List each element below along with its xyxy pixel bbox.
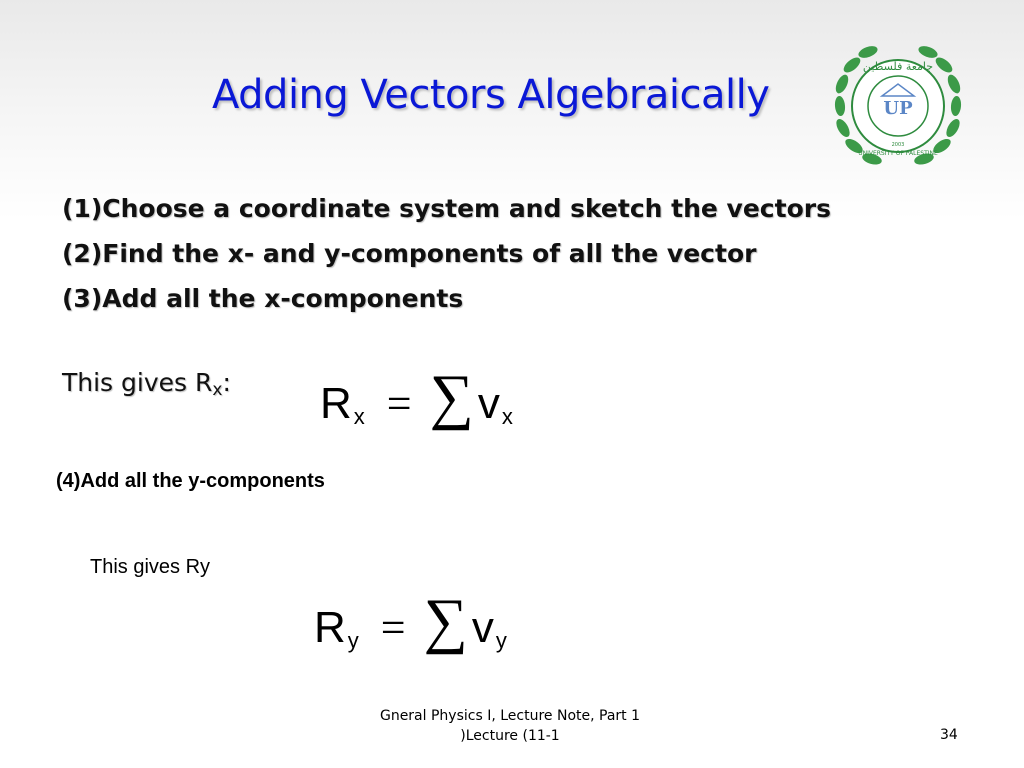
gives-rx-colon: :	[222, 368, 231, 397]
footer-line-1: Gneral Physics I, Lecture Note, Part 1	[379, 708, 641, 724]
formula-rx-lhs-sub: x	[353, 403, 365, 429]
formula-rx-rhs-sub: x	[501, 403, 513, 429]
formula-ry-rhs-sub: y	[495, 627, 507, 653]
steps-list	[62, 186, 831, 321]
logo-ring-text: UNIVERSITY OF PALESTINE	[858, 150, 938, 157]
formula-ry	[314, 587, 507, 655]
formula-rx	[320, 363, 513, 431]
formula-rx-rhs: v	[477, 378, 500, 428]
formula-ry-lhs-sub: y	[347, 627, 359, 653]
step-4: (4)Add all the y-components	[56, 470, 325, 492]
logo-initials: UP	[883, 98, 913, 119]
page-number: 34	[940, 727, 958, 743]
slide-title: Adding Vectors Algebraically	[212, 72, 770, 118]
formula-ry-rhs: v	[471, 602, 494, 652]
footer-line-2: )Lecture (11-1	[460, 728, 560, 744]
logo-year: 2003	[891, 142, 905, 148]
university-logo-icon	[826, 40, 970, 170]
logo-arabic-text: جامعة فلسطين	[862, 60, 934, 73]
gives-rx-subscript: x	[212, 380, 223, 400]
formula-ry-equals: =	[380, 602, 406, 652]
step-1: (1)Choose a coordinate system and sketch the vectors	[62, 194, 831, 223]
gives-ry-label: This gives Ry	[90, 556, 211, 578]
gives-rx-text: This gives R	[62, 368, 213, 397]
formula-rx-sigma: ∑	[429, 363, 474, 431]
step-3: (3)Add all the x-components	[62, 284, 464, 313]
formula-ry-sigma: ∑	[423, 587, 468, 655]
formula-rx-lhs: R	[320, 378, 352, 428]
slide-footer	[340, 706, 680, 746]
gives-rx-label	[62, 368, 231, 400]
formula-ry-lhs: R	[314, 602, 346, 652]
step-2: (2)Find the x- and y-components of all the vector	[62, 239, 757, 268]
formula-rx-equals: =	[386, 378, 412, 428]
